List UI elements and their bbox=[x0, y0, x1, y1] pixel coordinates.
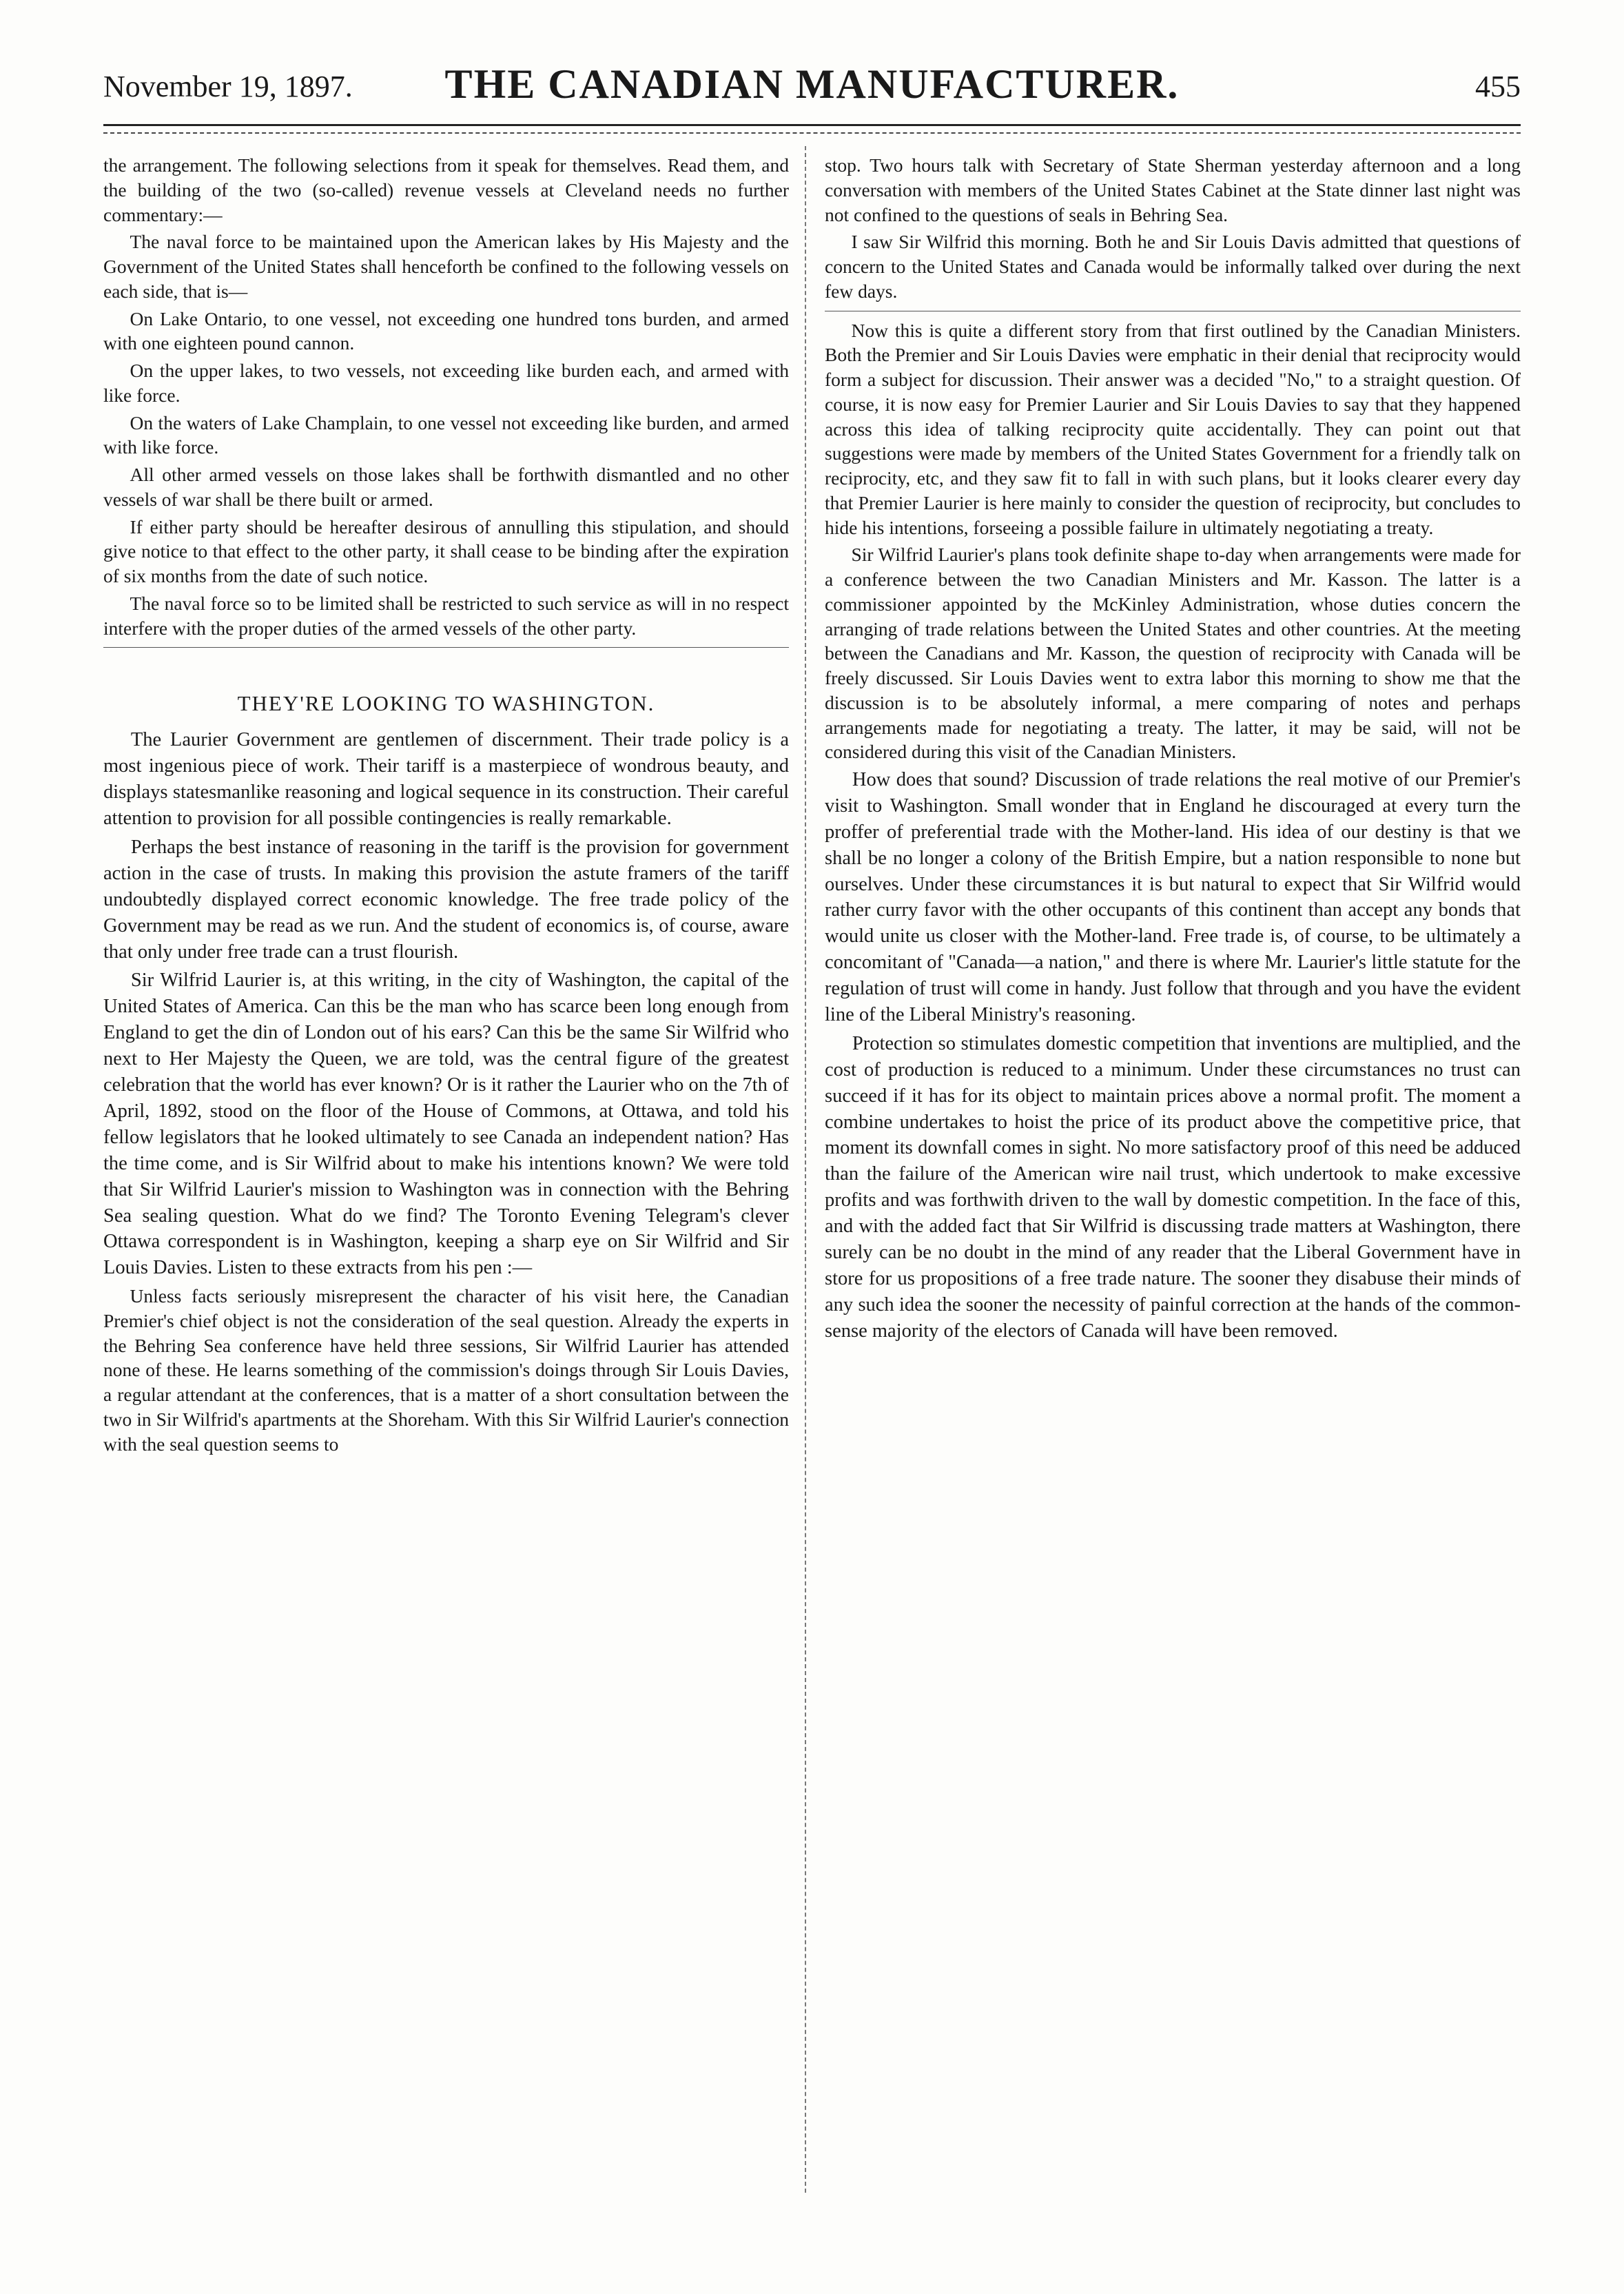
paragraph: Protection so stimulates domestic competition that inventions are multiplied, and the cost of production is reduced to a minimum. Under these circumstances no trust can succeed if it has for its object to maintain prices above a normal profit. The moment a combine undertakes to hoist the price of its product above the competitive price, that moment its downfall comes in sight. No more satisfactory proof of this need be adduced than the failure of the American wire nail trust, which undertook to make excessive profits and was forthwith driven to the wall by domestic competition. In the face of this, and with the added fact that Sir Wilfrid is discussing trade matters at Washington, there surely can be no doubt in the mind of any reader that the Liberal Government have in store for us propositions of a free trade nature. The sooner they disabuse their minds of any such idea the sooner the necessity of painful correction at the hands of the common-sense majority of the electors of Canada will have been removed. bbox=[825, 1032, 1521, 1342]
paragraph: the arrangement. The following selections from it speak for themselves. Read them, and the building of the two (so-called) revenue vessels at Cleveland needs no further commentary:— bbox=[103, 154, 789, 225]
paragraph: If either party should be hereafter desirous of annulling this stipulation, and should give notice to that effect to the other party, it shall cease to be binding after the expiration of six months from the date of such notice. bbox=[103, 515, 789, 586]
article-headline: THEY'RE LOOKING TO WASHINGTON. bbox=[237, 691, 655, 716]
paragraph: On Lake Ontario, to one vessel, not exceeding one hundred tons burden, and armed with one eighteen pound cannon. bbox=[103, 307, 789, 354]
paragraph: All other armed vessels on those lakes shall be forthwith dismantled and no other vessels of war shall be there built or armed. bbox=[103, 464, 789, 510]
paragraph: The naval force so to be limited shall be restricted to such service as will in no respect interfere with the proper duties of the armed vessels of the other party. bbox=[103, 592, 789, 639]
paragraph: Perhaps the best instance of reasoning in the tariff is the provision for government action in the case of trusts. In making this provision the astute framers of the tariff undoubtedly displayed correct economic knowledge. The free trade policy of the Government may be read as we run. And the student of economics is, of course, aware that only under free trade can a trust flourish. bbox=[103, 837, 789, 963]
paragraph: On the waters of Lake Champlain, to one vessel not exceeding like burden, and armed with like force. bbox=[103, 411, 789, 458]
paragraph: stop. Two hours talk with Secretary of State Sherman yesterday afternoon and a long conversation with members of the United States Cabinet at the State dinner last night was not confined to the questions of seals in Behring Sea. bbox=[825, 154, 1521, 225]
paragraph: Sir Wilfrid Laurier's plans took definite shape to-day when arrangements were made for a conference between the two Canadian Ministers and Mr. Kasson. The latter is a commissioner appointed by the McKinley Administration, whose duties concern the arranging of trade relations between the United States and other countries. At the meeting between the Canadians and Mr. Kasson, the question of reciprocity with Canada will be freely discussed. Sir Louis Davies went to extra labor this morning to show me that the discussion is to be absolutely informal, a mere comparing of notes and perhaps arrangements made for negotiating a treaty. The latter, it may be said, will not be considered during this visit of the Canadian Ministers. bbox=[825, 544, 1521, 763]
page-header bbox=[0, 0, 1624, 145]
paragraph: Now this is quite a different story from that first outlined by the Canadian Ministers. Both the Premier and Sir Louis Davies were emphatic in their denial that reciprocity would form a subject for discussion. Their answer was a decided "No," to a straight question. Of course, it is now easy for Premier Laurier and Sir Louis Davies to say that they happened across this idea of talking reciprocity quite accidentally. They can point out that suggestions were made by members of the United States Government for a friendly talk on reciprocity, etc, and they saw fit to fall in with such plans, but it looks clearer every day that Premier Laurier is here mainly to consider the question of reciprocity, but concludes to hide his intentions, forseeing a possible failure in ultimately negotiating a treaty. bbox=[825, 319, 1521, 538]
paragraph: The Laurier Government are gentlemen of discernment. Their trade policy is a most ingenious piece of work. Their tariff is a masterpiece of wondrous beauty, and displays statesmanlike reasoning and logical sequence in its construction. Their careful attention to provision for all possible contingencies is really remarkable. bbox=[103, 729, 789, 830]
header-rule-dashed bbox=[103, 132, 1521, 134]
paragraph: Sir Wilfrid Laurier is, at this writing, in the city of Washington, the capital of the United States of America. Can this be the man who has scarce been long enough from England to get the din of London out of his ears? Can this be the same Sir Wilfrid who next to Her Majesty the Queen, we are told, was the central figure of the greatest celebration that the world has ever known? Or is it rather the Laurier who on the 7th of April, 1892, stood on the floor of the House of Commons, at Ottawa, and told his fellow legislators that he looked ultimately to see Canada an independent nation? Has the time come, and is Sir Wilfrid about to make his intentions known? We were told that Sir Wilfrid Laurier's mission to Washington was in connection with the Behring Sea sealing question. What do we find? The Toronto Evening Telegram's clever Ottawa correspondent is in Washington, keeping a sharp eye on Sir Wilfrid and Sir Louis Davies. Listen to these extracts from his pen :— bbox=[103, 970, 789, 1279]
section-separator bbox=[103, 647, 789, 648]
paragraph: The naval force to be maintained upon the American lakes by His Majesty and the Government of the United States shall henceforth be confined to the following vessels on each side, that is— bbox=[103, 231, 789, 302]
issue-date: November 19, 1897. bbox=[103, 70, 353, 103]
column-divider bbox=[805, 146, 806, 2193]
paragraph: How does that sound? Discussion of trade relations the real motive of our Premier's visit to Washington. Small wonder that in England he discouraged at every turn the proffer of preferential trade with the Mother-land. His idea of our destiny is that we shall be no longer a colony of the British Empire, but a nation responsible to none but ourselves. Under these circumstances it is but natural to expect that Sir Wilfrid would rather curry favor with the other occupants of this continent than accept any bonds that would unite us closer with the Mother-land. Free trade is, of course, to be ultimately a concomitant of "Canada—a nation," and there is where Mr. Laurier's little statute for the regulation of trust will come in handy. Just follow that through and you have the evident line of the Liberal Ministry's reasoning. bbox=[825, 769, 1521, 1026]
publication-title: THE CANADIAN MANUFACTURER. bbox=[444, 61, 1180, 107]
treaty-quote bbox=[103, 153, 789, 640]
right-column bbox=[825, 153, 1521, 1347]
correspondent-quote bbox=[825, 153, 1521, 764]
paragraph: Unless facts seriously misrepresent the character of his visit here, the Canadian Premier's chief object is not the consideration of the seal question. Already the experts in the Behring Sea conference have held three sessions, Sir Wilfrid Laurier has attended none of these. He learns something of the commission's doings through Sir Louis Davies, a regular attendant at the conferences, that is a matter of a short consultation between the two in Sir Wilfrid's apartments at the Shoreham. With this Sir Wilfrid Laurier's connection with the seal question seems to bbox=[103, 1285, 789, 1455]
paragraph: I saw Sir Wilfrid this morning. Both he and Sir Louis Davis admitted that questions of concern to the United States and Canada would be informally talked over during the next few days. bbox=[825, 231, 1521, 302]
header-rule bbox=[103, 124, 1521, 126]
paragraph: On the upper lakes, to two vessels, not exceeding like burden each, and armed with like force. bbox=[103, 360, 789, 406]
left-column bbox=[103, 153, 789, 1459]
page-number: 455 bbox=[1475, 70, 1521, 103]
